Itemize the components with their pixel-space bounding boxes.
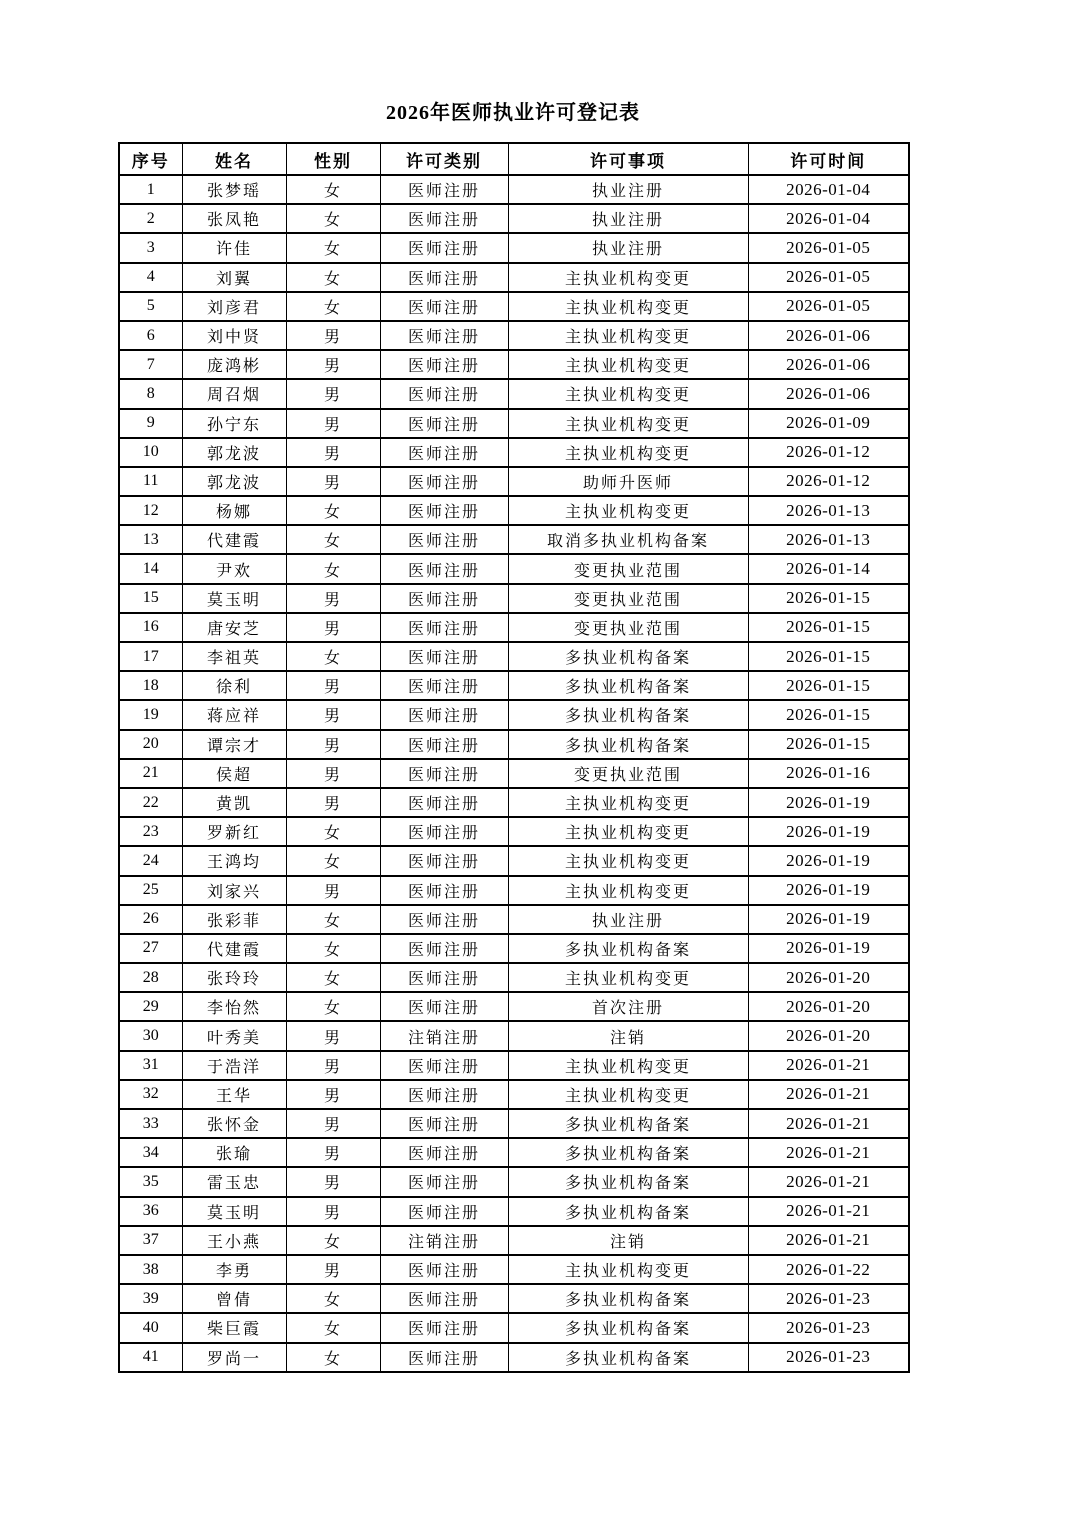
cell-item: 变更执业范围 bbox=[508, 554, 748, 583]
cell-no: 31 bbox=[119, 1051, 182, 1080]
cell-no: 23 bbox=[119, 817, 182, 846]
cell-date: 2026-01-14 bbox=[748, 554, 909, 583]
cell-no: 39 bbox=[119, 1284, 182, 1313]
cell-gender: 男 bbox=[286, 1051, 380, 1080]
cell-name: 刘家兴 bbox=[182, 876, 286, 905]
cell-date: 2026-01-06 bbox=[748, 379, 909, 408]
table-row bbox=[119, 467, 909, 496]
cell-item: 多执业机构备案 bbox=[508, 1343, 748, 1372]
table-row bbox=[119, 233, 909, 262]
cell-category: 医师注册 bbox=[380, 700, 508, 729]
cell-item: 主执业机构变更 bbox=[508, 1080, 748, 1109]
cell-no: 2 bbox=[119, 204, 182, 233]
cell-item: 执业注册 bbox=[508, 233, 748, 262]
cell-item: 主执业机构变更 bbox=[508, 817, 748, 846]
table-row bbox=[119, 1284, 909, 1313]
cell-name: 雷玉忠 bbox=[182, 1167, 286, 1196]
cell-name: 代建霞 bbox=[182, 525, 286, 554]
cell-gender: 女 bbox=[286, 905, 380, 934]
cell-name: 李祖英 bbox=[182, 642, 286, 671]
cell-name: 庞鸿彬 bbox=[182, 350, 286, 379]
cell-item: 多执业机构备案 bbox=[508, 1109, 748, 1138]
cell-name: 唐安芝 bbox=[182, 613, 286, 642]
cell-category: 医师注册 bbox=[380, 671, 508, 700]
cell-name: 黄凯 bbox=[182, 788, 286, 817]
cell-no: 20 bbox=[119, 730, 182, 759]
cell-gender: 男 bbox=[286, 350, 380, 379]
cell-name: 张瑜 bbox=[182, 1138, 286, 1167]
cell-gender: 女 bbox=[286, 175, 380, 204]
cell-item: 首次注册 bbox=[508, 992, 748, 1021]
table-row bbox=[119, 1343, 909, 1372]
cell-category: 医师注册 bbox=[380, 525, 508, 554]
cell-item: 执业注册 bbox=[508, 905, 748, 934]
cell-name: 郭龙波 bbox=[182, 467, 286, 496]
cell-category: 医师注册 bbox=[380, 905, 508, 934]
cell-gender: 女 bbox=[286, 1313, 380, 1342]
table-row bbox=[119, 1226, 909, 1255]
cell-no: 38 bbox=[119, 1255, 182, 1284]
cell-item: 主执业机构变更 bbox=[508, 1255, 748, 1284]
cell-date: 2026-01-12 bbox=[748, 438, 909, 467]
cell-name: 张凤艳 bbox=[182, 204, 286, 233]
cell-category: 医师注册 bbox=[380, 233, 508, 262]
cell-no: 7 bbox=[119, 350, 182, 379]
cell-gender: 男 bbox=[286, 584, 380, 613]
cell-gender: 男 bbox=[286, 467, 380, 496]
cell-gender: 女 bbox=[286, 1343, 380, 1372]
cell-item: 主执业机构变更 bbox=[508, 350, 748, 379]
cell-no: 37 bbox=[119, 1226, 182, 1255]
cell-category: 医师注册 bbox=[380, 846, 508, 875]
cell-date: 2026-01-09 bbox=[748, 409, 909, 438]
cell-item: 变更执业范围 bbox=[508, 584, 748, 613]
cell-name: 王鸿均 bbox=[182, 846, 286, 875]
cell-item: 主执业机构变更 bbox=[508, 263, 748, 292]
cell-date: 2026-01-21 bbox=[748, 1226, 909, 1255]
cell-gender: 男 bbox=[286, 730, 380, 759]
cell-no: 15 bbox=[119, 584, 182, 613]
cell-date: 2026-01-04 bbox=[748, 204, 909, 233]
cell-item: 多执业机构备案 bbox=[508, 1197, 748, 1226]
cell-date: 2026-01-21 bbox=[748, 1080, 909, 1109]
cell-name: 莫玉明 bbox=[182, 1197, 286, 1226]
cell-date: 2026-01-21 bbox=[748, 1138, 909, 1167]
cell-category: 医师注册 bbox=[380, 379, 508, 408]
cell-gender: 女 bbox=[286, 496, 380, 525]
cell-item: 主执业机构变更 bbox=[508, 321, 748, 350]
cell-category: 医师注册 bbox=[380, 817, 508, 846]
cell-name: 侯超 bbox=[182, 759, 286, 788]
cell-date: 2026-01-22 bbox=[748, 1255, 909, 1284]
cell-date: 2026-01-21 bbox=[748, 1109, 909, 1138]
cell-no: 27 bbox=[119, 934, 182, 963]
table-row bbox=[119, 1313, 909, 1342]
cell-no: 17 bbox=[119, 642, 182, 671]
cell-name: 罗新红 bbox=[182, 817, 286, 846]
header-row bbox=[119, 143, 909, 175]
cell-gender: 男 bbox=[286, 379, 380, 408]
cell-item: 变更执业范围 bbox=[508, 759, 748, 788]
cell-no: 3 bbox=[119, 233, 182, 262]
cell-category: 医师注册 bbox=[380, 642, 508, 671]
cell-date: 2026-01-06 bbox=[748, 321, 909, 350]
cell-date: 2026-01-20 bbox=[748, 1021, 909, 1050]
cell-item: 主执业机构变更 bbox=[508, 496, 748, 525]
cell-name: 谭宗才 bbox=[182, 730, 286, 759]
cell-gender: 男 bbox=[286, 876, 380, 905]
column-header-gender: 性别 bbox=[286, 143, 380, 175]
cell-no: 26 bbox=[119, 905, 182, 934]
cell-category: 医师注册 bbox=[380, 584, 508, 613]
cell-date: 2026-01-13 bbox=[748, 496, 909, 525]
cell-item: 多执业机构备案 bbox=[508, 730, 748, 759]
cell-item: 多执业机构备案 bbox=[508, 934, 748, 963]
cell-name: 刘翼 bbox=[182, 263, 286, 292]
cell-item: 取消多执业机构备案 bbox=[508, 525, 748, 554]
cell-category: 医师注册 bbox=[380, 1167, 508, 1196]
cell-no: 35 bbox=[119, 1167, 182, 1196]
cell-item: 主执业机构变更 bbox=[508, 379, 748, 408]
cell-name: 张怀金 bbox=[182, 1109, 286, 1138]
cell-name: 曾倩 bbox=[182, 1284, 286, 1313]
cell-no: 30 bbox=[119, 1021, 182, 1050]
cell-gender: 男 bbox=[286, 1255, 380, 1284]
cell-date: 2026-01-21 bbox=[748, 1197, 909, 1226]
cell-category: 医师注册 bbox=[380, 409, 508, 438]
cell-item: 助师升医师 bbox=[508, 467, 748, 496]
cell-no: 25 bbox=[119, 876, 182, 905]
cell-name: 张玲玲 bbox=[182, 963, 286, 992]
cell-date: 2026-01-05 bbox=[748, 233, 909, 262]
cell-item: 执业注册 bbox=[508, 175, 748, 204]
cell-item: 多执业机构备案 bbox=[508, 700, 748, 729]
table-row bbox=[119, 759, 909, 788]
table-row bbox=[119, 584, 909, 613]
cell-item: 多执业机构备案 bbox=[508, 1167, 748, 1196]
cell-category: 医师注册 bbox=[380, 1284, 508, 1313]
cell-no: 22 bbox=[119, 788, 182, 817]
table-row bbox=[119, 1021, 909, 1050]
table-row bbox=[119, 1109, 909, 1138]
cell-gender: 男 bbox=[286, 438, 380, 467]
cell-name: 王小燕 bbox=[182, 1226, 286, 1255]
cell-date: 2026-01-16 bbox=[748, 759, 909, 788]
cell-name: 尹欢 bbox=[182, 554, 286, 583]
cell-name: 杨娜 bbox=[182, 496, 286, 525]
cell-date: 2026-01-04 bbox=[748, 175, 909, 204]
cell-name: 代建霞 bbox=[182, 934, 286, 963]
table-row bbox=[119, 613, 909, 642]
cell-gender: 女 bbox=[286, 525, 380, 554]
cell-category: 医师注册 bbox=[380, 554, 508, 583]
cell-date: 2026-01-20 bbox=[748, 992, 909, 1021]
cell-name: 郭龙波 bbox=[182, 438, 286, 467]
cell-no: 41 bbox=[119, 1343, 182, 1372]
cell-category: 医师注册 bbox=[380, 1255, 508, 1284]
cell-no: 5 bbox=[119, 292, 182, 321]
table-row bbox=[119, 438, 909, 467]
cell-name: 蒋应祥 bbox=[182, 700, 286, 729]
cell-no: 11 bbox=[119, 467, 182, 496]
cell-date: 2026-01-15 bbox=[748, 730, 909, 759]
cell-no: 16 bbox=[119, 613, 182, 642]
table-row bbox=[119, 1197, 909, 1226]
table-row bbox=[119, 700, 909, 729]
table-row bbox=[119, 350, 909, 379]
cell-name: 孙宁东 bbox=[182, 409, 286, 438]
cell-no: 9 bbox=[119, 409, 182, 438]
cell-no: 36 bbox=[119, 1197, 182, 1226]
cell-category: 医师注册 bbox=[380, 263, 508, 292]
cell-date: 2026-01-23 bbox=[748, 1343, 909, 1372]
table-body bbox=[119, 175, 909, 1372]
cell-date: 2026-01-05 bbox=[748, 292, 909, 321]
cell-gender: 男 bbox=[286, 1109, 380, 1138]
cell-no: 29 bbox=[119, 992, 182, 1021]
cell-item: 主执业机构变更 bbox=[508, 1051, 748, 1080]
cell-category: 注销注册 bbox=[380, 1226, 508, 1255]
table-row bbox=[119, 788, 909, 817]
cell-category: 医师注册 bbox=[380, 934, 508, 963]
table-row bbox=[119, 905, 909, 934]
cell-item: 多执业机构备案 bbox=[508, 1138, 748, 1167]
table-row bbox=[119, 992, 909, 1021]
cell-date: 2026-01-15 bbox=[748, 671, 909, 700]
cell-no: 28 bbox=[119, 963, 182, 992]
cell-category: 医师注册 bbox=[380, 963, 508, 992]
cell-name: 王华 bbox=[182, 1080, 286, 1109]
cell-no: 32 bbox=[119, 1080, 182, 1109]
cell-date: 2026-01-15 bbox=[748, 700, 909, 729]
cell-category: 医师注册 bbox=[380, 204, 508, 233]
cell-category: 医师注册 bbox=[380, 788, 508, 817]
cell-date: 2026-01-21 bbox=[748, 1051, 909, 1080]
cell-no: 4 bbox=[119, 263, 182, 292]
table-row bbox=[119, 496, 909, 525]
cell-gender: 女 bbox=[286, 233, 380, 262]
cell-item: 主执业机构变更 bbox=[508, 292, 748, 321]
cell-date: 2026-01-05 bbox=[748, 263, 909, 292]
cell-category: 医师注册 bbox=[380, 321, 508, 350]
cell-date: 2026-01-19 bbox=[748, 876, 909, 905]
column-header-name: 姓名 bbox=[182, 143, 286, 175]
cell-category: 医师注册 bbox=[380, 438, 508, 467]
table-row bbox=[119, 963, 909, 992]
cell-name: 柴巨霞 bbox=[182, 1313, 286, 1342]
cell-gender: 女 bbox=[286, 1284, 380, 1313]
table-row bbox=[119, 263, 909, 292]
cell-category: 医师注册 bbox=[380, 876, 508, 905]
cell-category: 医师注册 bbox=[380, 1109, 508, 1138]
cell-category: 医师注册 bbox=[380, 467, 508, 496]
cell-date: 2026-01-21 bbox=[748, 1167, 909, 1196]
page-title: 2026年医师执业许可登记表 bbox=[386, 102, 640, 124]
cell-date: 2026-01-19 bbox=[748, 817, 909, 846]
cell-item: 主执业机构变更 bbox=[508, 846, 748, 875]
cell-no: 33 bbox=[119, 1109, 182, 1138]
cell-item: 主执业机构变更 bbox=[508, 876, 748, 905]
cell-gender: 男 bbox=[286, 1138, 380, 1167]
cell-gender: 男 bbox=[286, 613, 380, 642]
cell-category: 医师注册 bbox=[380, 613, 508, 642]
table-row bbox=[119, 204, 909, 233]
cell-name: 于浩洋 bbox=[182, 1051, 286, 1080]
cell-name: 刘彦君 bbox=[182, 292, 286, 321]
cell-category: 医师注册 bbox=[380, 1343, 508, 1372]
cell-no: 14 bbox=[119, 554, 182, 583]
cell-name: 李怡然 bbox=[182, 992, 286, 1021]
cell-no: 19 bbox=[119, 700, 182, 729]
cell-no: 21 bbox=[119, 759, 182, 788]
cell-name: 李勇 bbox=[182, 1255, 286, 1284]
cell-gender: 男 bbox=[286, 671, 380, 700]
cell-gender: 男 bbox=[286, 788, 380, 817]
cell-category: 医师注册 bbox=[380, 1138, 508, 1167]
table-row bbox=[119, 1255, 909, 1284]
cell-date: 2026-01-15 bbox=[748, 584, 909, 613]
cell-date: 2026-01-06 bbox=[748, 350, 909, 379]
cell-date: 2026-01-15 bbox=[748, 613, 909, 642]
cell-no: 1 bbox=[119, 175, 182, 204]
cell-gender: 女 bbox=[286, 263, 380, 292]
table-row bbox=[119, 730, 909, 759]
column-header-category: 许可类别 bbox=[380, 143, 508, 175]
cell-category: 医师注册 bbox=[380, 1197, 508, 1226]
cell-no: 24 bbox=[119, 846, 182, 875]
cell-category: 医师注册 bbox=[380, 1051, 508, 1080]
cell-no: 40 bbox=[119, 1313, 182, 1342]
cell-no: 6 bbox=[119, 321, 182, 350]
table-row bbox=[119, 321, 909, 350]
cell-date: 2026-01-23 bbox=[748, 1284, 909, 1313]
column-header-date: 许可时间 bbox=[748, 143, 909, 175]
cell-date: 2026-01-19 bbox=[748, 846, 909, 875]
cell-date: 2026-01-13 bbox=[748, 525, 909, 554]
license-registration-table bbox=[118, 142, 910, 1373]
cell-gender: 女 bbox=[286, 554, 380, 583]
table-row bbox=[119, 525, 909, 554]
cell-item: 变更执业范围 bbox=[508, 613, 748, 642]
cell-item: 多执业机构备案 bbox=[508, 1313, 748, 1342]
table-row bbox=[119, 642, 909, 671]
table-row bbox=[119, 1080, 909, 1109]
table-row bbox=[119, 554, 909, 583]
cell-category: 医师注册 bbox=[380, 1313, 508, 1342]
cell-gender: 女 bbox=[286, 642, 380, 671]
table-row bbox=[119, 1167, 909, 1196]
cell-category: 医师注册 bbox=[380, 759, 508, 788]
cell-date: 2026-01-19 bbox=[748, 788, 909, 817]
table-row bbox=[119, 292, 909, 321]
table-row bbox=[119, 175, 909, 204]
cell-gender: 女 bbox=[286, 817, 380, 846]
table-row bbox=[119, 379, 909, 408]
cell-date: 2026-01-20 bbox=[748, 963, 909, 992]
cell-gender: 男 bbox=[286, 1167, 380, 1196]
table-row bbox=[119, 846, 909, 875]
cell-gender: 男 bbox=[286, 1021, 380, 1050]
cell-item: 注销 bbox=[508, 1226, 748, 1255]
cell-category: 医师注册 bbox=[380, 1080, 508, 1109]
cell-name: 徐利 bbox=[182, 671, 286, 700]
cell-gender: 男 bbox=[286, 321, 380, 350]
table-row bbox=[119, 1051, 909, 1080]
cell-item: 多执业机构备案 bbox=[508, 671, 748, 700]
cell-no: 10 bbox=[119, 438, 182, 467]
cell-item: 主执业机构变更 bbox=[508, 963, 748, 992]
cell-date: 2026-01-19 bbox=[748, 934, 909, 963]
cell-category: 医师注册 bbox=[380, 292, 508, 321]
cell-date: 2026-01-23 bbox=[748, 1313, 909, 1342]
cell-category: 医师注册 bbox=[380, 350, 508, 379]
cell-category: 医师注册 bbox=[380, 175, 508, 204]
cell-item: 主执业机构变更 bbox=[508, 409, 748, 438]
cell-gender: 女 bbox=[286, 992, 380, 1021]
cell-gender: 女 bbox=[286, 1226, 380, 1255]
cell-gender: 男 bbox=[286, 700, 380, 729]
cell-category: 医师注册 bbox=[380, 992, 508, 1021]
cell-name: 莫玉明 bbox=[182, 584, 286, 613]
table-row bbox=[119, 817, 909, 846]
cell-date: 2026-01-15 bbox=[748, 642, 909, 671]
cell-date: 2026-01-12 bbox=[748, 467, 909, 496]
cell-name: 张彩菲 bbox=[182, 905, 286, 934]
cell-gender: 女 bbox=[286, 934, 380, 963]
cell-date: 2026-01-19 bbox=[748, 905, 909, 934]
cell-name: 罗尚一 bbox=[182, 1343, 286, 1372]
cell-gender: 女 bbox=[286, 292, 380, 321]
cell-name: 刘中贤 bbox=[182, 321, 286, 350]
table-row bbox=[119, 409, 909, 438]
cell-name: 张梦瑶 bbox=[182, 175, 286, 204]
cell-category: 医师注册 bbox=[380, 496, 508, 525]
cell-item: 主执业机构变更 bbox=[508, 788, 748, 817]
cell-item: 主执业机构变更 bbox=[508, 438, 748, 467]
table-header bbox=[119, 143, 909, 175]
cell-gender: 男 bbox=[286, 409, 380, 438]
cell-category: 注销注册 bbox=[380, 1021, 508, 1050]
cell-name: 许佳 bbox=[182, 233, 286, 262]
cell-gender: 男 bbox=[286, 1080, 380, 1109]
cell-item: 多执业机构备案 bbox=[508, 642, 748, 671]
cell-gender: 女 bbox=[286, 846, 380, 875]
table-row bbox=[119, 876, 909, 905]
cell-item: 执业注册 bbox=[508, 204, 748, 233]
cell-gender: 女 bbox=[286, 204, 380, 233]
cell-no: 8 bbox=[119, 379, 182, 408]
cell-no: 18 bbox=[119, 671, 182, 700]
cell-name: 叶秀美 bbox=[182, 1021, 286, 1050]
cell-no: 12 bbox=[119, 496, 182, 525]
cell-item: 多执业机构备案 bbox=[508, 1284, 748, 1313]
cell-gender: 女 bbox=[286, 963, 380, 992]
column-header-no: 序号 bbox=[119, 143, 182, 175]
cell-item: 注销 bbox=[508, 1021, 748, 1050]
cell-gender: 男 bbox=[286, 1197, 380, 1226]
column-header-item: 许可事项 bbox=[508, 143, 748, 175]
cell-category: 医师注册 bbox=[380, 730, 508, 759]
table-row bbox=[119, 671, 909, 700]
cell-no: 34 bbox=[119, 1138, 182, 1167]
cell-gender: 男 bbox=[286, 759, 380, 788]
cell-name: 周召烟 bbox=[182, 379, 286, 408]
cell-no: 13 bbox=[119, 525, 182, 554]
table-row bbox=[119, 934, 909, 963]
table-row bbox=[119, 1138, 909, 1167]
